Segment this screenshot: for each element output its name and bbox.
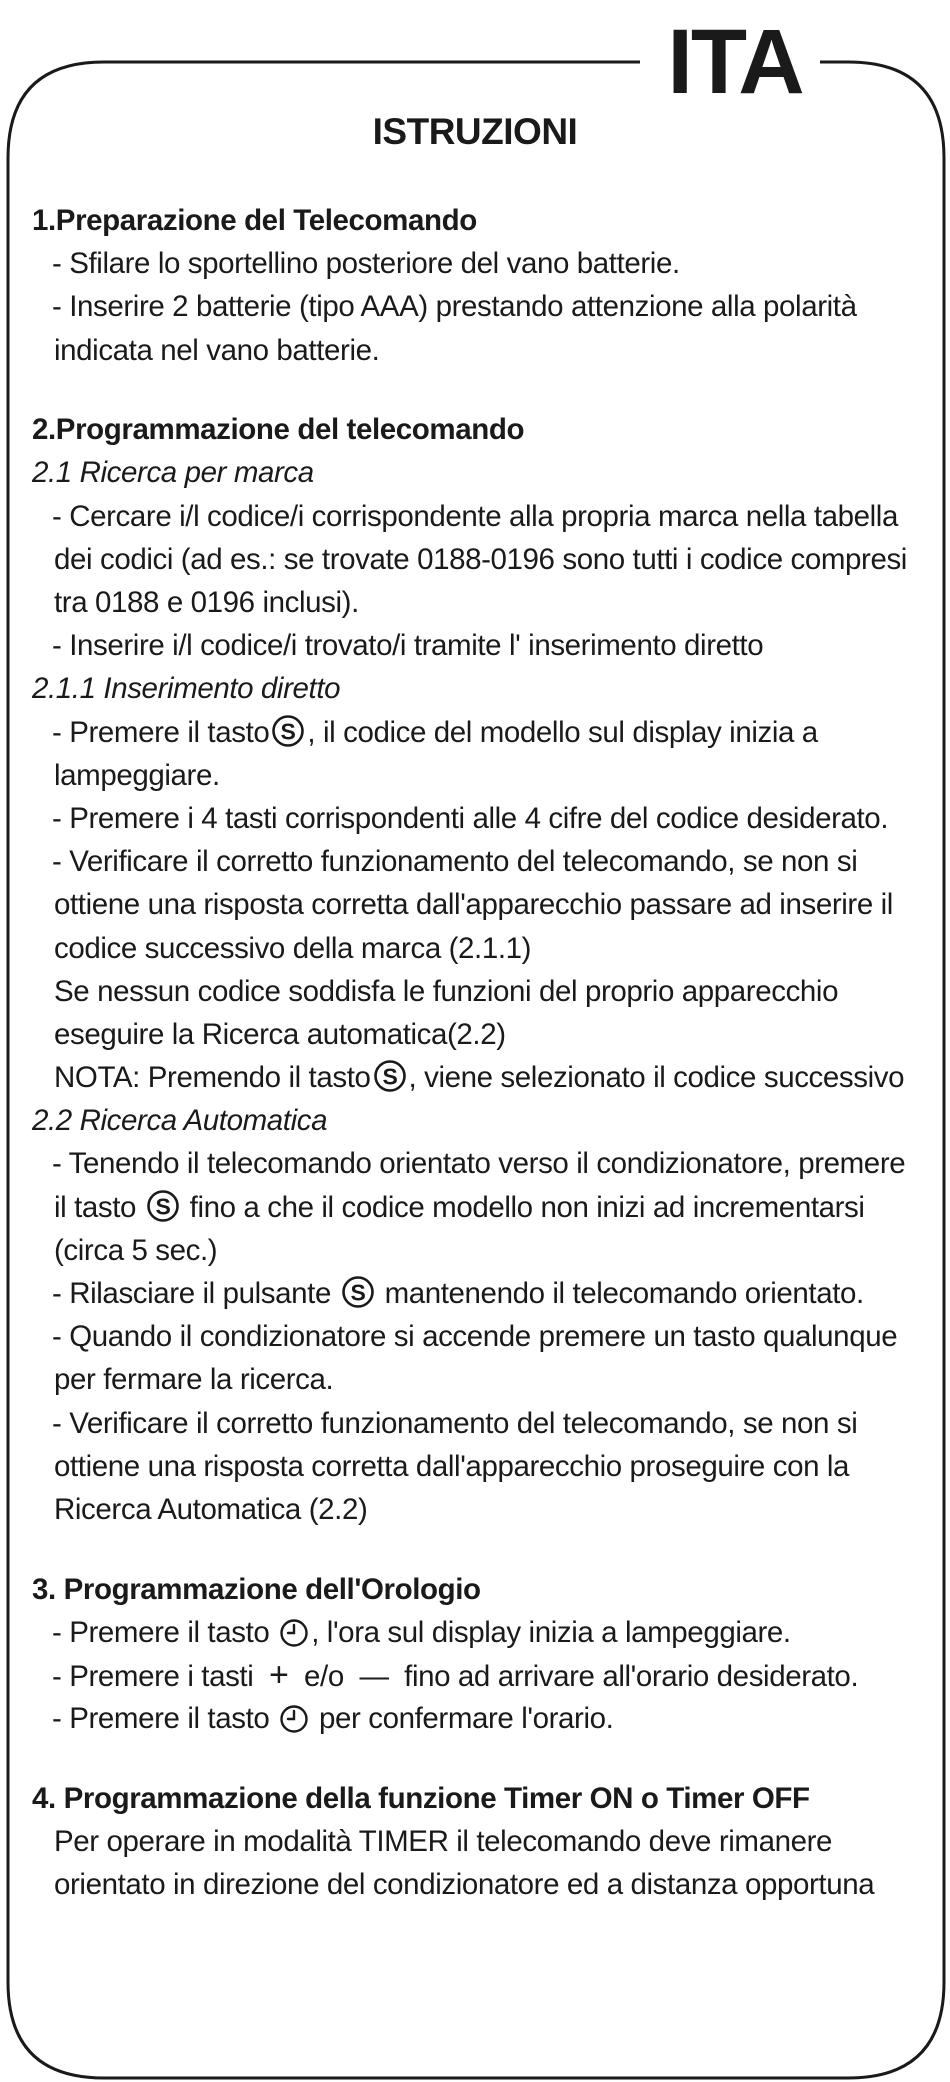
language-tag: ITA	[667, 11, 803, 113]
text-segment: e/o	[304, 1660, 344, 1693]
text-line: codice successivo della marca (2.1.1)	[54, 931, 532, 965]
page-title: ISTRUZIONI	[372, 111, 578, 152]
section-1-heading: 1.Preparazione del Telecomando	[32, 204, 477, 237]
text-segment: - Premere i tasti	[52, 1660, 254, 1693]
minus-button-icon: —	[359, 1660, 389, 1693]
clock-icon	[279, 1618, 309, 1648]
text-line: - Verificare il corretto funzionamento del telecomando, se non si	[52, 1406, 858, 1440]
text-line: per fermare la ricerca.	[54, 1363, 334, 1397]
s-button-icon	[341, 1275, 375, 1309]
section-4-heading: 4. Programmazione della funzione Timer ON o Timer OFF	[32, 1781, 810, 1815]
text-segment: - Premere il tasto	[52, 1702, 270, 1736]
text-segment: - Premere il tasto	[52, 715, 270, 749]
text-line: tra 0188 e 0196 inclusi).	[54, 586, 359, 619]
text-segment: il tasto	[54, 1190, 137, 1224]
s-button-icon	[271, 714, 305, 748]
text-line: - Sfilare lo sportellino posteriore del vano batterie.	[52, 247, 680, 281]
text-line: ottiene una risposta corretta dall'apparecchio proseguire con la	[54, 1449, 850, 1483]
text-line: - Premere i 4 tasti corrispondenti alle 4 cifre del codice desiderato.	[52, 801, 889, 835]
text-segment: mantenendo il telecomando orientato.	[384, 1277, 864, 1310]
text-line	[32, 1272, 922, 1315]
text-line: eseguire la Ricerca automatica(2.2)	[54, 1017, 506, 1051]
s-button-letter: S	[350, 1279, 366, 1306]
s-button-icon	[373, 1059, 407, 1093]
s-button-letter: S	[382, 1063, 397, 1090]
text-line: indicata nel vano batterie.	[54, 333, 380, 367]
text-line: Ricerca Automatica (2.2)	[54, 1492, 368, 1526]
text-segment: per confermare l'orario.	[319, 1702, 614, 1736]
text-line: Per operare in modalità TIMER il telecomando deve rimanere	[54, 1825, 833, 1859]
text-line: dei codici (ad es.: se trovate 0188-0196 sono tutti i codice compresi	[54, 542, 907, 576]
text-segment: , il codice del modello sul display inizia a	[307, 715, 818, 749]
text-line	[32, 1611, 922, 1654]
section-3-heading: 3. Programmazione dell'Orologio	[32, 1572, 481, 1606]
text-line	[32, 1056, 922, 1099]
text-segment: , l'ora sul display inizia a lampeggiare.	[311, 1615, 791, 1649]
text-line: - Cercare i/l codice/i corrispondente alla propria marca nella tabella	[52, 499, 898, 533]
text-line: - Tenendo il telecomando orientato verso il condizionatore, premere	[52, 1147, 906, 1181]
text-line: lampeggiare.	[54, 758, 220, 792]
section-2-heading: 2.Programmazione del telecomando	[32, 413, 525, 447]
text-line: orientato in direzione del condizionatore ed a distanza opportuna	[54, 1868, 875, 1902]
text-line: - Inserire i/l codice/i trovato/i tramite l' inserimento diretto	[52, 629, 764, 663]
text-segment: , viene selezionato il codice successivo	[408, 1061, 905, 1095]
s-button-icon	[146, 1189, 180, 1223]
text-line: - Quando il condizionatore si accende premere un tasto qualunque	[52, 1320, 898, 1354]
text-line: ottiene una risposta corretta dall'apparecchio passare ad inserire il	[54, 888, 893, 922]
text-segment: - Rilasciare il pulsante	[52, 1277, 331, 1310]
s-button-letter: S	[280, 718, 296, 745]
clock-icon	[279, 1704, 309, 1734]
text-line: - Inserire 2 batterie (tipo AAA) prestando attenzione alla polarità	[52, 290, 857, 324]
text-line: - Verificare il corretto funzionamento del telecomando, se non si	[52, 845, 858, 879]
instructions-body	[32, 199, 922, 1906]
s-button-letter: S	[155, 1193, 171, 1220]
subsection-2-2-heading: 2.2 Ricerca Automatica	[32, 1104, 328, 1138]
text-line	[32, 711, 922, 754]
text-line: (circa 5 sec.)	[54, 1233, 218, 1267]
text-segment: - Premere il tasto	[52, 1615, 270, 1649]
subsection-2-1-1-heading: 2.1.1 Inserimento diretto	[32, 672, 341, 706]
text-segment: fino a che il codice modello non inizi ad incrementarsi	[189, 1190, 865, 1224]
text-line: Se nessun codice soddisfa le funzioni del proprio apparecchio	[54, 974, 839, 1008]
subsection-2-1-heading: 2.1 Ricerca per marca	[32, 456, 314, 490]
plus-button-icon: +	[268, 1656, 289, 1694]
text-line	[32, 1697, 922, 1740]
text-segment: NOTA: Premendo il tasto	[54, 1061, 371, 1095]
text-segment: fino ad arrivare all'orario desiderato.	[404, 1660, 859, 1693]
text-line	[32, 1186, 922, 1229]
text-line	[32, 1654, 922, 1697]
